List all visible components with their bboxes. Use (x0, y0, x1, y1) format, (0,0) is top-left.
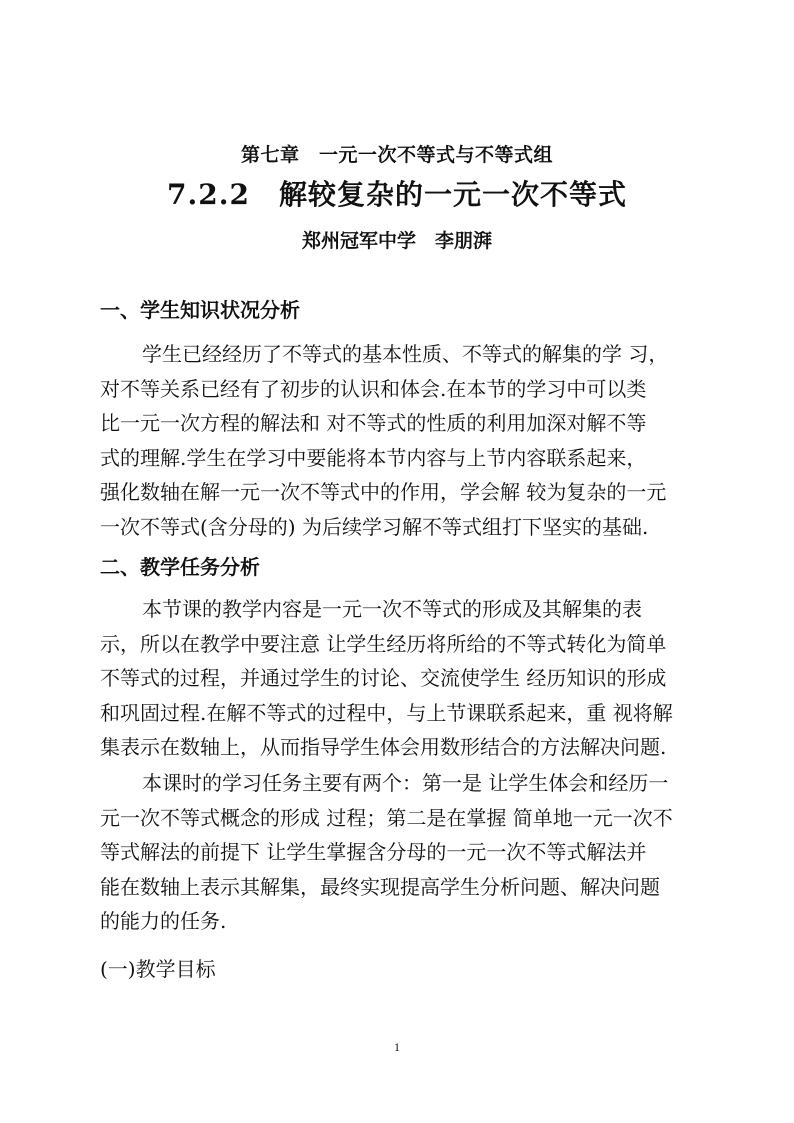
paragraph-task-analysis-1 (100, 592, 700, 765)
paragraph-line: 式的理解.学生在学习中要能将本节内容与上节内容联系起来， (100, 445, 647, 470)
author-line: 郑州冠军中学 李朋湃 (301, 230, 492, 252)
paragraph-line: 对不等关系已经有了初步的认识和体会.在本节的学习中可以类 (100, 376, 647, 401)
chapter-title: 第七章 一元一次不等式与不等式组 (240, 144, 553, 166)
lesson-title: 7.2.2 解较复杂的一元一次不等式 (167, 178, 627, 211)
paragraph-line: 元一次不等式概念的形成 过程；第二是在掌握 简单地一元一次不 (100, 805, 673, 830)
paragraph-line: 一次不等式(含分母的) 为后续学习解不等式组打下坚实的基础. (100, 514, 649, 539)
paragraph-line: 学生已经经历了不等式的基本性质、不等式的解集的学 习， (142, 342, 669, 366)
sub-heading-teaching-goals: (一)教学目标 (100, 957, 216, 981)
section-heading-task-analysis: 二、教学任务分析 (100, 555, 260, 579)
paragraph-line: 的能力的任务. (100, 909, 227, 933)
paragraph-task-analysis-2 (100, 766, 700, 939)
paragraph-student-analysis (100, 337, 700, 544)
paragraph-line: 和巩固过程.在解不等式的过程中，与上节课联系起来，重 视将解 (100, 700, 673, 725)
paragraph-line: 不等式的过程，并通过学生的讨论、交流使学生 经历知识的形成 (100, 666, 667, 690)
paragraph-line: 本课时的学习任务主要有两个：第一是 让学生体会和经历一 (142, 771, 669, 795)
paragraph-line: 强化数轴在解一元一次不等式中的作用，学会解 较为复杂的一元 (100, 480, 667, 504)
paragraph-line: 比一元一次方程的解法和 对不等式的性质的利用加深对解不等 (100, 411, 647, 435)
paragraph-line: 本节课的教学内容是一元一次不等式的形成及其解集的表 (142, 597, 642, 621)
paragraph-line: 集表示在数轴上，从而指导学生体会用数形结合的方法解决问题. (100, 735, 667, 759)
paragraph-line: 等式解法的前提下 让学生掌握含分母的一元一次不等式解法并 (100, 840, 647, 864)
page-number: 1 (394, 1040, 400, 1054)
paragraph-line: 示，所以在教学中要注意 让学生经历将所给的不等式转化为简单 (100, 631, 667, 656)
section-heading-student-analysis: 一、学生知识状况分析 (100, 298, 300, 322)
paragraph-line: 能在数轴上表示其解集，最终实现提高学生分析问题、解决问题 (100, 874, 660, 899)
